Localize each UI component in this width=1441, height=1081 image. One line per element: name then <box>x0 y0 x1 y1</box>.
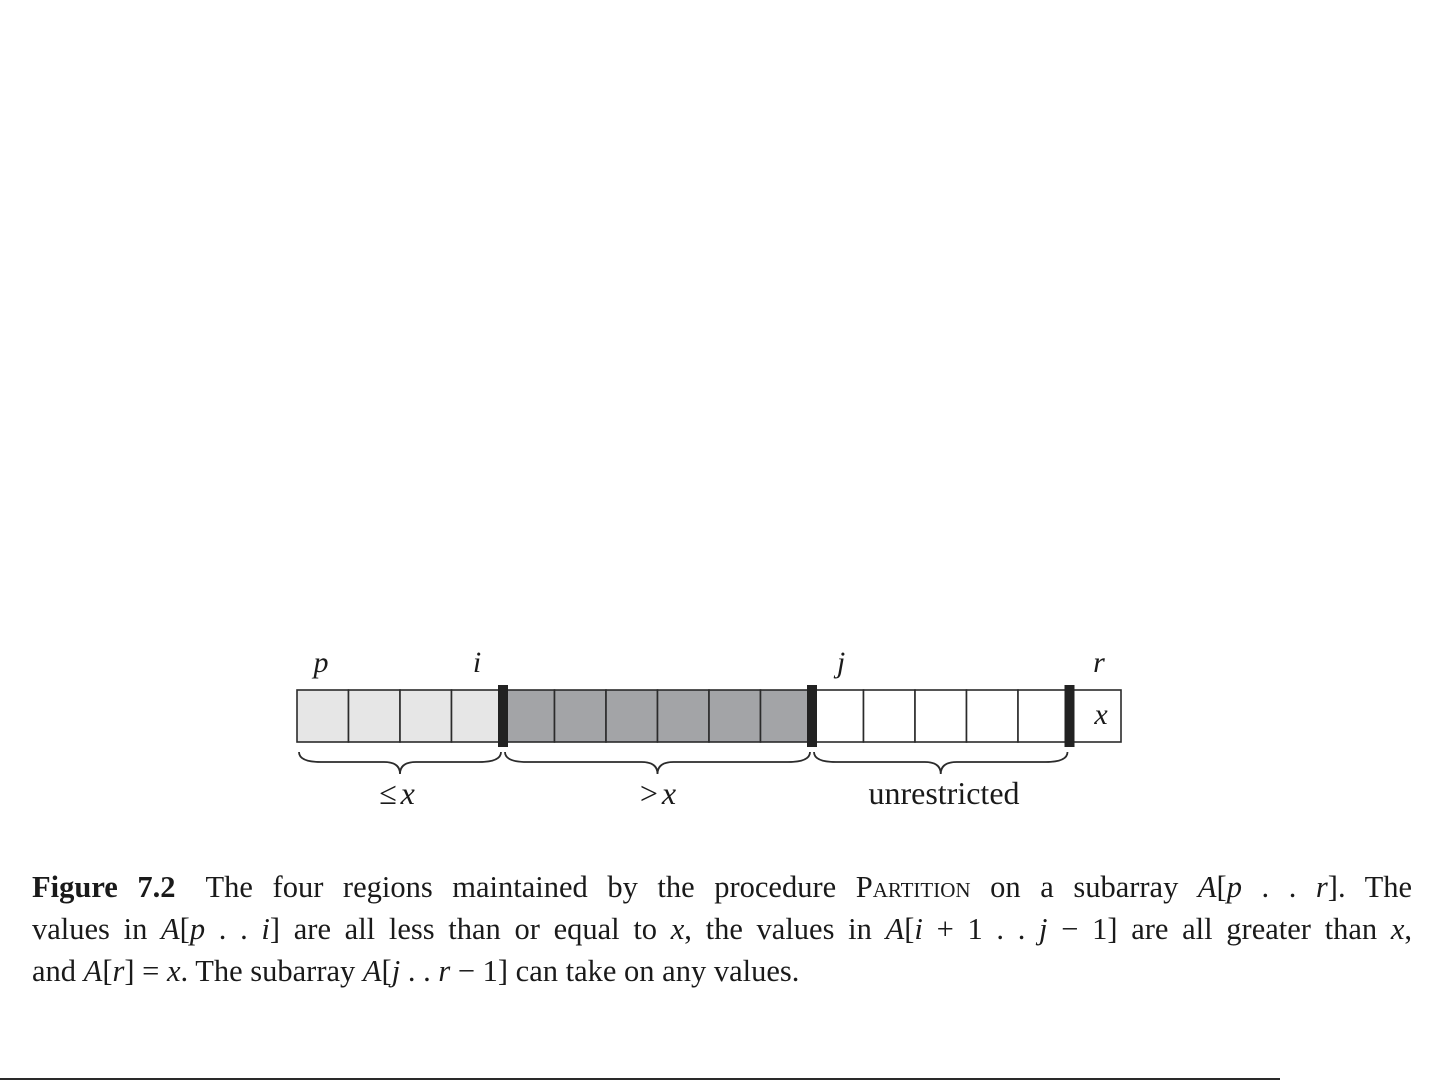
array-cell-le-3 <box>400 690 452 742</box>
index-label-j: j <box>836 646 846 679</box>
page-bottom-rule <box>0 1078 1280 1080</box>
region-label-le-symbol: ≤ <box>379 775 397 811</box>
array-cell-unrestricted-5 <box>1018 690 1070 742</box>
brace-le <box>299 752 501 774</box>
array-cell-gt-1 <box>503 690 555 742</box>
array-cell-gt-4 <box>658 690 710 742</box>
array-cell-unrestricted-1 <box>812 690 864 742</box>
region-label-gt-var: x <box>661 775 677 811</box>
array-cell-gt-2 <box>555 690 607 742</box>
region-braces <box>299 752 1068 774</box>
pivot-cell-label: x <box>1094 698 1108 731</box>
figure-label: Figure 7.2 <box>32 870 176 904</box>
index-label-r: r <box>1093 646 1105 679</box>
array-cell-unrestricted-4 <box>967 690 1019 742</box>
array-cell-gt-5 <box>709 690 761 742</box>
region-label-le <box>379 775 415 811</box>
region-divider-3 <box>1065 685 1075 747</box>
array-cell-le-2 <box>349 690 401 742</box>
region-label-gt <box>640 775 676 811</box>
brace-unrestricted <box>814 752 1068 774</box>
array-cell-le-4 <box>452 690 504 742</box>
array-cell-le-1 <box>297 690 349 742</box>
array-cell-unrestricted-3 <box>915 690 967 742</box>
caption-line-2: values in A[p . . i] are all less than or equal to x, the values in A[i + 1 . . j − 1] are all greater than x, <box>32 912 1412 946</box>
brace-gt <box>505 752 810 774</box>
region-label-unrestricted: unrestricted <box>868 775 1020 811</box>
region-label-le-var: x <box>400 775 415 811</box>
index-label-p: p <box>313 646 329 679</box>
figure-caption <box>32 866 1412 992</box>
array-cells <box>297 690 1121 742</box>
region-label-gt-symbol: > <box>639 775 658 811</box>
region-divider-1 <box>498 685 508 747</box>
index-label-i: i <box>472 646 482 679</box>
procedure-name: Partition <box>855 870 971 904</box>
array-cell-gt-3 <box>606 690 658 742</box>
caption-line-3: and A[r] = x. The subarray A[j . . r − 1] can take on any values. <box>32 954 800 988</box>
caption-line-1: Figure 7.2 The four regions maintained by the procedure Partition on a subarray A[p . . r]. The <box>32 870 1413 904</box>
region-divider-2 <box>807 685 817 747</box>
array-cell-gt-6 <box>761 690 813 742</box>
array-cell-unrestricted-2 <box>864 690 916 742</box>
